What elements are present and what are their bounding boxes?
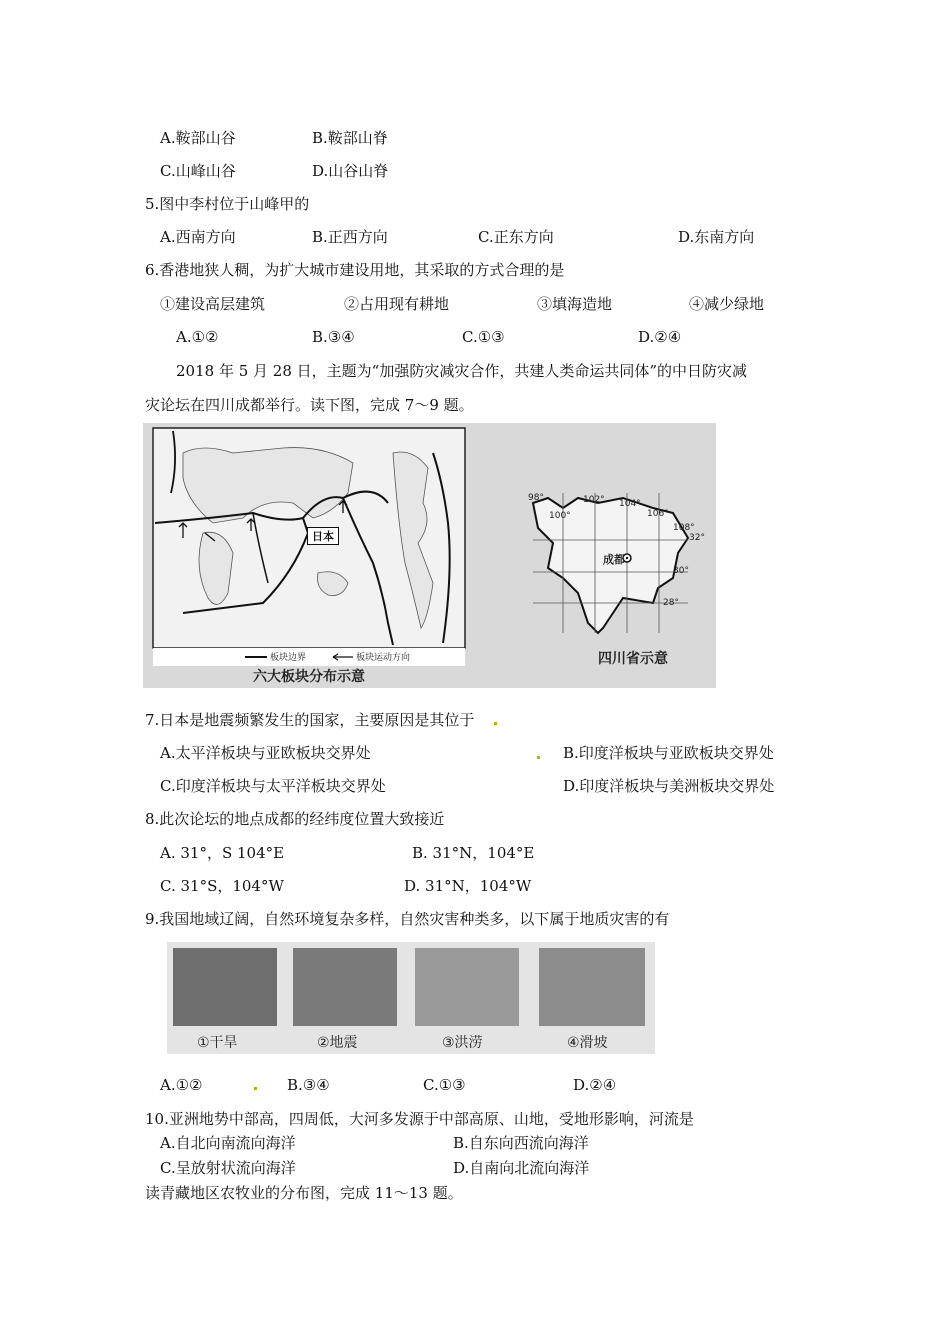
- lat-label-28: 28°: [663, 598, 679, 608]
- q6-choice-3: ③填海造地: [537, 295, 613, 313]
- intro-11-13: 读青藏地区农牧业的分布图，完成 11～13 题。: [145, 1184, 463, 1202]
- q10-option-d: D.自南向北流向海洋: [453, 1159, 590, 1177]
- q8-option-c: C. 31°S，104°W: [160, 877, 284, 895]
- caption-drought: ①干旱: [197, 1035, 238, 1051]
- q7-option-b: B.印度洋板块与亚欧板块交界处: [563, 744, 774, 762]
- q6-choice-4: ④减少绿地: [689, 295, 765, 313]
- q10-option-a: A.自北向南流向海洋: [160, 1134, 296, 1152]
- q10-stem: 10.亚洲地势中部高，四周低，大河多发源于中部高原、山地，受地形影响，河流是: [145, 1110, 694, 1128]
- q6-choice-1: ①建设高层建筑: [160, 295, 266, 313]
- yellow-mark: [254, 1087, 257, 1090]
- intro-7-9-line2: 灾论坛在四川成都举行。读下图，完成 7～9 题。: [145, 396, 474, 414]
- japan-label: 日本: [307, 527, 339, 545]
- q5-option-d: D.东南方向: [678, 228, 755, 246]
- chengdu-label: 成都: [603, 553, 625, 566]
- q9-stem: 9.我国地域辽阔，自然环境复杂多样，自然灾害种类多，以下属于地质灾害的有: [145, 910, 670, 928]
- q8-option-d: D. 31°N，104°W: [404, 877, 532, 895]
- sichuan-map-title: 四川省示意: [598, 651, 668, 667]
- q10-option-b: B.自东向西流向海洋: [453, 1134, 589, 1152]
- lon-label-106: 106°: [647, 509, 669, 519]
- q6-option-b: B.③④: [312, 328, 355, 346]
- q7-option-c: C.印度洋板块与太平洋板块交界处: [160, 777, 386, 795]
- lon-label-108: 108°: [673, 523, 695, 533]
- lon-label-102: 102°: [583, 495, 605, 505]
- yellow-mark: [494, 722, 497, 725]
- caption-earthquake: ②地震: [317, 1035, 358, 1051]
- q8-option-a: A. 31°，S 104°E: [160, 844, 285, 862]
- q4-option-c: C.山峰山谷: [160, 162, 236, 180]
- lat-label-32: 32°: [689, 533, 705, 543]
- intro-7-9-line1: 2018 年 5 月 28 日，主题为“加强防灾减灾合作，共建人类命运共同体”的中日防灾减: [176, 362, 747, 380]
- caption-flood: ③洪涝: [442, 1035, 483, 1051]
- plates-map-title: 六大板块分布示意: [253, 669, 365, 685]
- lon-label-104: 104°: [619, 499, 641, 509]
- q7-option-d: D.印度洋板块与美洲板块交界处: [563, 777, 775, 795]
- q7-option-a: A.太平洋板块与亚欧板块交界处: [160, 744, 371, 762]
- q4-option-b: B.鞍部山脊: [312, 129, 388, 147]
- lon-label-98: 98°: [528, 493, 544, 503]
- q8-option-b: B. 31°N，104°E: [412, 844, 535, 862]
- q9-option-d: D.②④: [573, 1076, 617, 1094]
- figure-plates-and-sichuan: [143, 423, 716, 688]
- landslide-photo: [539, 948, 645, 1026]
- q8-stem: 8.此次论坛的地点成都的经纬度位置大致接近: [145, 810, 445, 828]
- legend-direction: 板块运动方向: [356, 653, 411, 663]
- q9-option-a: A.①②: [160, 1076, 203, 1094]
- q5-option-c: C.正东方向: [478, 228, 554, 246]
- lon-label-100: 100°: [549, 511, 571, 521]
- caption-landslide: ④滑坡: [567, 1035, 608, 1051]
- q9-option-c: C.①③: [423, 1076, 466, 1094]
- q5-option-a: A.西南方向: [160, 228, 236, 246]
- q6-option-d: D.②④: [638, 328, 682, 346]
- earthquake-photo: [293, 948, 397, 1026]
- figure-disaster-photos: [167, 942, 655, 1054]
- flood-photo: [415, 948, 519, 1026]
- q10-option-c: C.呈放射状流向海洋: [160, 1159, 296, 1177]
- q4-option-a: A.鞍部山谷: [160, 129, 236, 147]
- q6-stem: 6.香港地狭人稠，为扩大城市建设用地，其采取的方式合理的是: [145, 261, 565, 279]
- drought-photo: [173, 948, 277, 1026]
- q5-option-b: B.正西方向: [312, 228, 388, 246]
- lat-label-30: 30°: [673, 566, 689, 576]
- q4-option-d: D.山谷山脊: [312, 162, 389, 180]
- q5-stem: 5.图中李村位于山峰甲的: [145, 195, 310, 213]
- q6-option-c: C.①③: [462, 328, 505, 346]
- q7-stem: 7.日本是地震频繁发生的国家，主要原因是其位于: [145, 711, 475, 729]
- q6-option-a: A.①②: [176, 328, 219, 346]
- yellow-mark: [537, 756, 540, 759]
- q9-option-b: B.③④: [287, 1076, 330, 1094]
- q6-choice-2: ②占用现有耕地: [344, 295, 450, 313]
- legend-boundary: 板块边界: [270, 653, 307, 663]
